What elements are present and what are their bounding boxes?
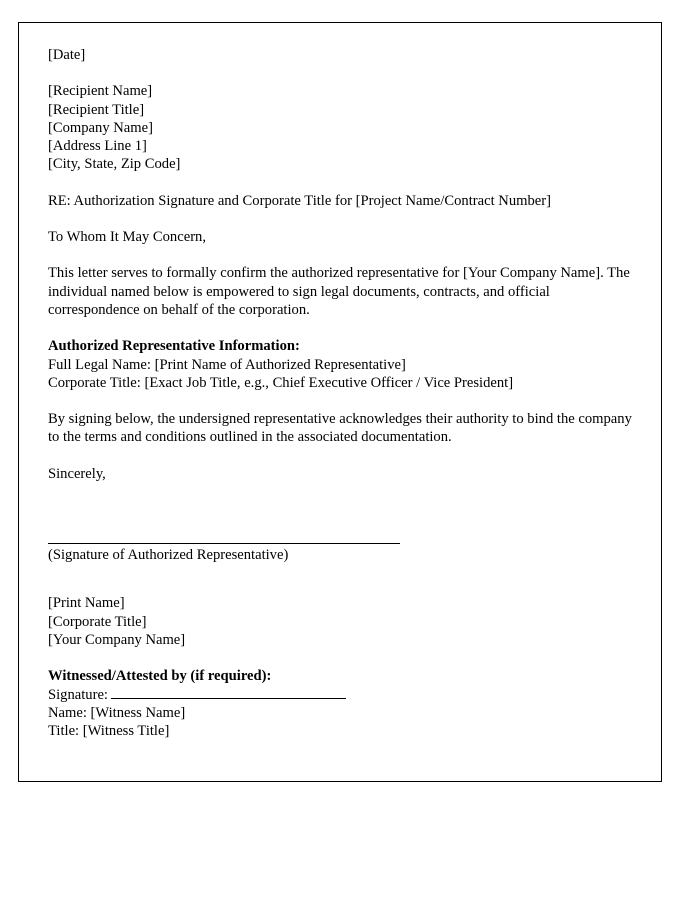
signer-company-name: [Your Company Name] (48, 631, 186, 648)
signature-space (48, 501, 637, 529)
witness-signature-row (48, 686, 637, 704)
authorized-representative-section (48, 337, 637, 392)
date-block (48, 46, 637, 64)
witness-block (48, 667, 637, 740)
recipient-city-state-zip: [City, State, Zip Code] (48, 156, 181, 173)
date-line: [Date] (48, 47, 86, 63)
signature-rule (48, 529, 400, 544)
rep-section-heading: Authorized Representative Information: (48, 338, 300, 355)
intro-paragraph: This letter serves to formally confirm the authorized representative for [Your Company Name]. The individual named below is empowered to sign legal documents, contracts, and official correspondence on behalf of the corporation. (48, 265, 630, 318)
signer-corporate-title: [Corporate Title] (48, 613, 147, 630)
signature-block (48, 529, 637, 564)
witness-signature-rule (111, 687, 346, 699)
signer-space (48, 582, 637, 594)
closing-block (48, 465, 637, 483)
letter-body (48, 46, 637, 758)
rep-full-name-line: Full Legal Name: [Print Name of Authorized Representative] (48, 356, 406, 373)
witness-heading: Witnessed/Attested by (if required): (48, 668, 272, 685)
subject-block (48, 192, 637, 210)
witness-signature-label: Signature: (48, 686, 108, 703)
closing: Sincerely, (48, 465, 106, 482)
rep-corporate-title-line: Corporate Title: [Exact Job Title, e.g., Chief Executive Officer / Vice President] (48, 374, 514, 391)
signer-identity-block (48, 594, 637, 649)
salutation-block (48, 228, 637, 246)
binding-paragraph: By signing below, the undersigned representative acknowledges their authority to bind the company to the terms and conditions outlined in the associated documentation. (48, 411, 632, 446)
signer-print-name: [Print Name] (48, 595, 125, 612)
recipient-company: [Company Name] (48, 119, 153, 136)
witness-title-line: Title: [Witness Title] (48, 723, 170, 740)
witness-name-line: Name: [Witness Name] (48, 704, 186, 721)
recipient-address-block (48, 82, 637, 173)
recipient-address-line-1: [Address Line 1] (48, 138, 147, 155)
subject-line: RE: Authorization Signature and Corporate Title for [Project Name/Contract Number] (48, 192, 551, 209)
recipient-name: [Recipient Name] (48, 83, 153, 100)
document-page (18, 22, 662, 782)
salutation: To Whom It May Concern, (48, 229, 206, 246)
signature-caption: (Signature of Authorized Representative) (48, 547, 289, 564)
recipient-title: [Recipient Title] (48, 101, 145, 118)
